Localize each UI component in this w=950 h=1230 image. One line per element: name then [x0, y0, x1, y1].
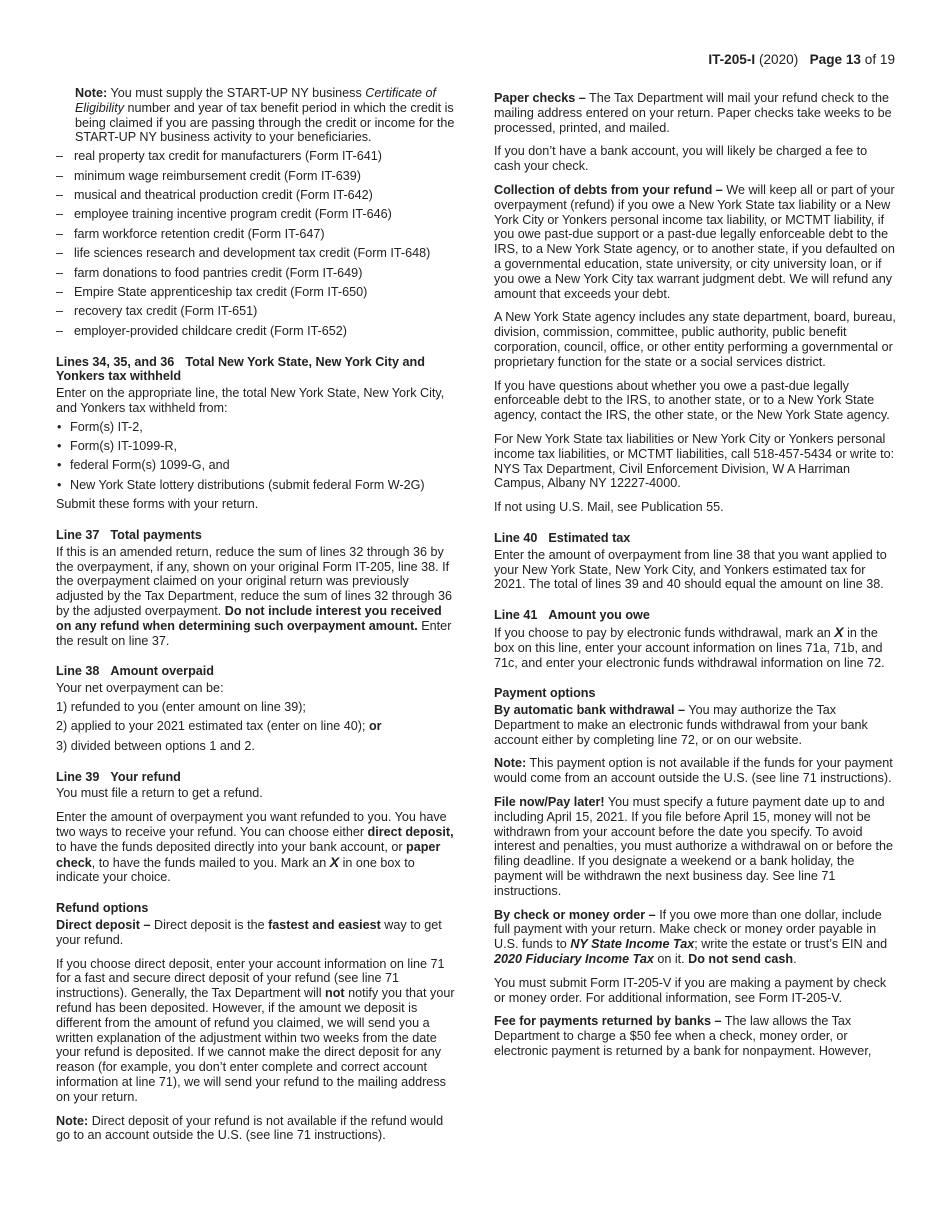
- check-money-order-text: By check or money order – If you owe more than one dollar, include full payment with your return. Make check or money order payable in U.S. funds to NY State Income Tax; write the estate or trust’s EIN and 2020 Fiduciary Income Tax on it. Do not send cash.: [494, 907, 888, 967]
- list-item: 3) divided between options 1 and 2.: [56, 738, 255, 753]
- right-column: [494, 86, 896, 1068]
- overpayment-options: [56, 700, 458, 754]
- withholding-forms-list: [56, 420, 458, 493]
- list-item: – employee training incentive program credit (Form IT-646): [56, 207, 458, 222]
- section-heading-refund-options: Refund options: [56, 901, 149, 916]
- line-39-text-2: Enter the amount of overpayment you want refunded to you. You have two ways to receive your refund. You can choose either direct deposit, to have the funds deposited directly into your bank account, or paper check, to have the funds mailed to you. Mark an X in one box to indicate your choice.: [56, 810, 454, 885]
- payment-note: Note: This payment option is not available if the funds for your payment would come from an account outside the U.S. (see line 71 instructions).: [494, 756, 893, 786]
- list-item: – farm workforce retention credit (Form IT-647): [56, 227, 458, 242]
- line-40-text: Enter the amount of overpayment from line 38 that you want applied to your New York State, New York City, and Yonkers estimated tax for 2021. The total of lines 39 and 40 should equal the amount on line 38.: [494, 547, 887, 592]
- list-item: – recovery tax credit (Form IT-651): [56, 304, 458, 319]
- line-41-text: If you choose to pay by electronic funds withdrawal, mark an X in the box on this line, enter your account information on lines 71a, 71b, and 71c, and enter your electronic funds withdrawal information on line 72.: [494, 623, 885, 670]
- list-item: • Form(s) IT-1099-R,: [56, 439, 458, 454]
- lines-34-36-intro: Enter on the appropriate line, the total New York State, New York City, and Yonkers tax withheld from:: [56, 386, 445, 415]
- list-item: – employer-provided childcare credit (Form IT-652): [56, 324, 458, 339]
- list-item: • New York State lottery distributions (submit federal Form W-2G): [56, 478, 458, 493]
- direct-deposit-details: If you choose direct deposit, enter your account information on line 71 for a fast and secure direct deposit of your refund (see line 71 instructions). Generally, the Tax Department will not notify you that your refund has been deposited. However, if the amount we deposit is different from the amount of refund you claimed, we will send you a written explanation of the adjustment within two weeks from the date your refund is deposited. If we cannot make the direct deposit for any reason (for example, you don’t enter complete and correct account information at line 71), we will send your refund to the mailing address on your return.: [56, 956, 455, 1104]
- list-item: – Empire State apprenticeship tax credit (Form IT-650): [56, 285, 458, 300]
- collection-of-debts-text: Collection of debts from your refund – We will keep all or part of your overpayment (refund) if you owe a New York State tax liability or a New York City or Yonkers personal income tax liability, or MCTMT liability, if you owe past-due support or a past-due legally enforceable debt to the IRS, to a New York State agency, or to another state, if you defaulted on a governmental education, state university, or city university loan, or if you owe a New York City tax warrant judgment debt. We will refund any amount that exceeds your debt.: [494, 182, 895, 301]
- list-item: 2) applied to your 2021 estimated tax (enter on line 40); or: [56, 719, 382, 734]
- liabilities-contact-text: For New York State tax liabilities or New York City or Yonkers personal income tax liabilities, or MCTMT liabilities, call 518-457-5434 or write to: NYS Tax Department, Civil Enforcement Division, W A Harriman Campus, Albany NY 12227-4000.: [494, 431, 895, 491]
- section-heading-line-37: Line 37 Total payments: [56, 528, 202, 543]
- section-heading-line-41: Line 41 Amount you owe: [494, 608, 650, 623]
- file-now-pay-later-text: File now/Pay later! You must specify a future payment date up to and including April 15, 2021. If you file before April 15, money will not be withdrawn from your account before the date you specify. To avoid interest and penalties, you must authorize a withdrawal on or before the filing deadline. If you designate a weekend or a bank holiday, the payment will be withdrawn the next business day. See line 71 instructions.: [494, 795, 894, 898]
- list-item: – farm donations to food pantries credit (Form IT-649): [56, 266, 458, 281]
- list-item: • Form(s) IT-2,: [56, 420, 458, 435]
- list-item: – life sciences research and development tax credit (Form IT-648): [56, 246, 458, 261]
- page-number: Page 13: [809, 52, 861, 67]
- bank-withdrawal-text: By automatic bank withdrawal – You may authorize the Tax Department to make an electronic funds withdrawal from your bank account either by completing line 72, or on our website.: [494, 703, 868, 747]
- list-item: • federal Form(s) 1099-G, and: [56, 458, 458, 473]
- list-item: 1) refunded to you (enter amount on line 39);: [56, 700, 306, 715]
- submit-forms-text: Submit these forms with your return.: [56, 497, 259, 512]
- section-heading-lines-34-36: Lines 34, 35, and 36 Total New York State, New York City and Yonkers tax withheld: [56, 354, 425, 384]
- returned-payment-fee-text: Fee for payments returned by banks – The law allows the Tax Department to charge a $50 fee when a check, money order, or electronic payment is returned by a bank for nonpayment. However,: [494, 1014, 872, 1059]
- startup-note: Note: You must supply the START-UP NY business Certificate of Eligibility number and year of tax benefit period in which the credit is being claimed if you are passing through the credit or income for the START-UP NY business activity to your beneficiaries.: [75, 86, 455, 145]
- list-item: – minimum wage reimbursement credit (Form IT-639): [56, 169, 458, 184]
- list-item: – real property tax credit for manufacturers (Form IT-641): [56, 149, 458, 164]
- page-total: of 19: [864, 52, 895, 67]
- line-38-intro: Your net overpayment can be:: [56, 681, 224, 696]
- direct-deposit-note: Note: Direct deposit of your refund is not available if the refund would go to an account outside the U.S. (see line 71 instructions).: [56, 1113, 444, 1143]
- list-item: – musical and theatrical production credit (Form IT-642): [56, 188, 458, 203]
- bank-account-text: If you don’t have a bank account, you will likely be charged a fee to cash your check.: [494, 144, 868, 174]
- mail-text: If not using U.S. Mail, see Publication 55.: [494, 500, 724, 515]
- direct-deposit-text: Direct deposit – Direct deposit is the fastest and easiest way to get your refund.: [56, 917, 442, 947]
- section-heading-line-40: Line 40 Estimated tax: [494, 530, 631, 545]
- page-header: [708, 53, 895, 68]
- section-heading-line-38: Line 38 Amount overpaid: [56, 664, 214, 679]
- state-agency-text: A New York State agency includes any state department, board, bureau, division, commission, committee, public authority, public benefit corporation, council, office, or other entity performing a governmental or proprietary function for the state or a social services district.: [494, 310, 896, 369]
- form-year: (2020): [758, 52, 799, 67]
- form-it-205-v-text: You must submit Form IT-205-V if you are making a payment by check or money order. For additional information, see Form IT-205-V.: [494, 975, 887, 1005]
- credit-list: [56, 149, 458, 338]
- line-37-text: If this is an amended return, reduce the sum of lines 32 through 36 by the overpayment, if any, shown on your original Form IT-205, line 38. If the overpayment claimed on your original return was previously adjusted by the Tax Department, reduce the sum of lines 32 through 36 by the adjusted overpayment. Do not include interest you received on any refund when determining such overpayment amount. Enter the result on line 37.: [56, 544, 453, 648]
- questions-text: If you have questions about whether you owe a past-due legally enforceable debt to the IRS, to another state, or to a New York State agency, contact the IRS, the other state, or the New York State agency.: [494, 378, 890, 423]
- paper-checks-text: Paper checks – The Tax Department will mail your refund check to the mailing address entered on your return. Paper checks take weeks to be processed, printed, and mailed.: [494, 91, 892, 135]
- form-number: IT-205-I: [708, 52, 756, 67]
- line-39-text-1: You must file a return to get a refund.: [56, 786, 263, 801]
- section-heading-line-39: Line 39 Your refund: [56, 769, 181, 784]
- left-column: [56, 86, 458, 1152]
- section-heading-payment-options: Payment options: [494, 686, 596, 701]
